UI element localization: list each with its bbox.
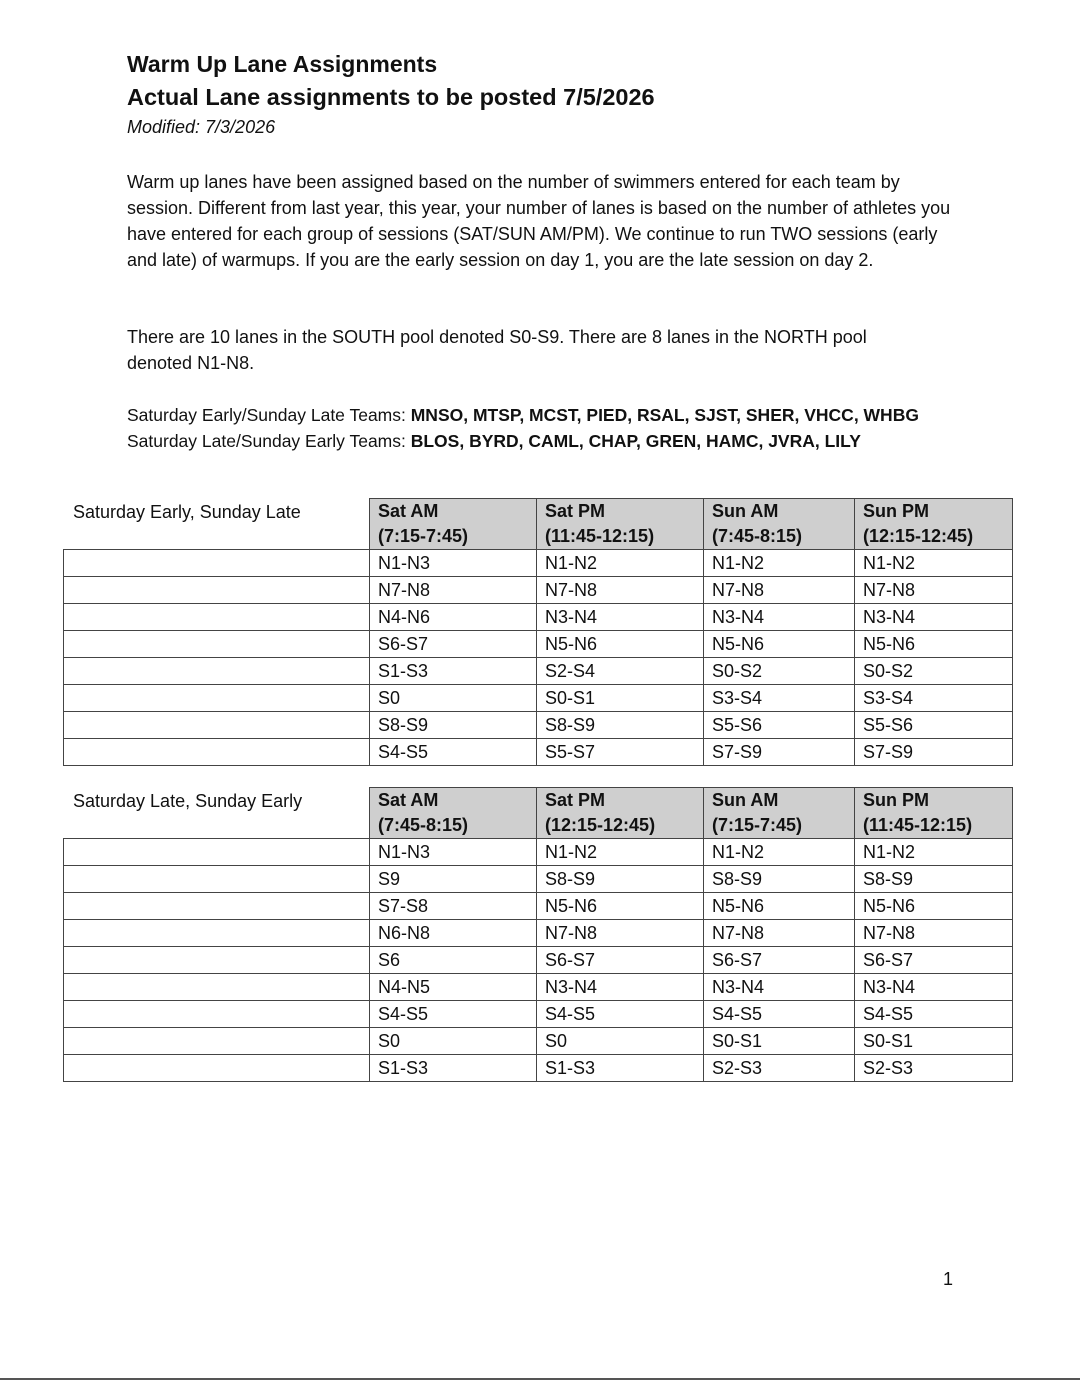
team-name-cell <box>64 658 370 685</box>
lane-assignment-cell: S6-S7 <box>370 631 537 658</box>
team-name-cell <box>64 1055 370 1082</box>
column-header-session: Sun PM <box>855 788 1013 814</box>
header-blank-cell <box>64 813 370 839</box>
page-title: Warm Up Lane Assignments <box>127 51 438 77</box>
teams-2-label: Saturday Late/Sunday Early Teams: <box>127 431 411 451</box>
team-name-cell <box>64 1028 370 1055</box>
lane-assignment-cell: S3-S4 <box>855 685 1013 712</box>
table-row <box>64 604 1013 631</box>
table-row <box>64 658 1013 685</box>
page-number: 1 <box>943 1269 954 1289</box>
lane-assignment-cell: N7-N8 <box>855 577 1013 604</box>
pool-lanes-paragraph: There are 10 lanes in the SOUTH pool denoted S0-S9. There are 8 lanes in the NORTH pool denoted N1-N8. <box>127 327 867 373</box>
lane-assignment-cell: S5-S7 <box>537 739 704 766</box>
lane-assignment-cell: S8-S9 <box>537 866 704 893</box>
lane-assignment-cell: S6-S7 <box>855 947 1013 974</box>
lane-assignment-cell: S7-S9 <box>855 739 1013 766</box>
column-header-session: Sat AM <box>370 499 537 525</box>
table-row <box>64 1055 1013 1082</box>
header-row-time <box>64 813 1013 839</box>
lane-assignment-cell: N5-N6 <box>537 631 704 658</box>
lane-assignment-cell: S1-S3 <box>370 658 537 685</box>
column-header-session: Sat PM <box>537 788 704 814</box>
schedule-2-label: Saturday Late, Sunday Early <box>73 791 303 811</box>
column-header-time: (11:45-12:15) <box>537 524 704 550</box>
column-header-time: (12:15-12:45) <box>855 524 1013 550</box>
lane-assignment-cell: S0 <box>537 1028 704 1055</box>
lane-assignment-cell: N7-N8 <box>704 577 855 604</box>
header-row-time <box>64 524 1013 550</box>
team-name-cell <box>64 920 370 947</box>
lane-assignment-cell: N5-N6 <box>704 893 855 920</box>
lane-assignment-cell: N4-N6 <box>370 604 537 631</box>
team-name-cell <box>64 866 370 893</box>
column-header-session: Sun AM <box>704 499 855 525</box>
lane-assignment-cell: N3-N4 <box>537 604 704 631</box>
column-header-time: (12:15-12:45) <box>537 813 704 839</box>
lane-assignment-cell: S2-S3 <box>704 1055 855 1082</box>
page-edge-divider <box>0 1378 1080 1380</box>
page-subtitle: Actual Lane assignments to be posted 7/5/2026 <box>127 84 655 110</box>
table-row <box>64 1028 1013 1055</box>
header-blank-cell <box>64 788 370 814</box>
lane-assignment-cell: S4-S5 <box>537 1001 704 1028</box>
column-header-session: Sat AM <box>370 788 537 814</box>
table-row <box>64 839 1013 866</box>
teams-2-list: BLOS, BYRD, CAML, CHAP, GREN, HAMC, JVRA, LILY <box>410 431 861 451</box>
lane-assignment-cell: S2-S3 <box>855 1055 1013 1082</box>
schedule-1-table <box>63 498 1013 766</box>
intro-paragraph: Warm up lanes have been assigned based on the number of swimmers entered for each team by session. Different from last year, this year, your number of lanes is based on the number of athletes you have entered for each group of sessions (SAT/SUN AM/PM). We continue to run TWO sessions (early and late) of warmups. If you are the early session on day 1, you are the late session on day 2. <box>127 172 951 270</box>
schedule-2-table <box>63 787 1013 1082</box>
lane-assignment-cell: N3-N4 <box>704 974 855 1001</box>
lane-assignment-cell: S7-S9 <box>704 739 855 766</box>
lane-assignment-cell: N1-N2 <box>704 550 855 577</box>
table-row <box>64 920 1013 947</box>
lane-assignment-cell: N6-N8 <box>370 920 537 947</box>
column-header-time: (7:45-8:15) <box>370 813 537 839</box>
column-header-time: (7:15-7:45) <box>704 813 855 839</box>
team-name-cell <box>64 631 370 658</box>
table-row <box>64 712 1013 739</box>
lane-assignment-cell: S4-S5 <box>704 1001 855 1028</box>
team-name-cell <box>64 577 370 604</box>
lane-assignment-cell: S0 <box>370 685 537 712</box>
lane-assignment-cell: S6 <box>370 947 537 974</box>
lane-assignment-cell: N1-N2 <box>537 839 704 866</box>
lane-assignment-cell: N7-N8 <box>855 920 1013 947</box>
lane-assignment-cell: S8-S9 <box>370 712 537 739</box>
header-blank-cell <box>64 499 370 525</box>
late-early-teams-line <box>127 428 861 454</box>
team-name-cell <box>64 685 370 712</box>
lane-assignment-cell: S1-S3 <box>537 1055 704 1082</box>
lane-assignment-cell: N7-N8 <box>537 920 704 947</box>
lane-assignment-cell: N3-N4 <box>855 974 1013 1001</box>
team-name-cell <box>64 839 370 866</box>
lane-assignment-cell: S4-S5 <box>370 1001 537 1028</box>
lane-assignment-cell: N1-N2 <box>537 550 704 577</box>
team-name-cell <box>64 893 370 920</box>
lane-assignment-cell: S1-S3 <box>370 1055 537 1082</box>
lane-assignment-cell: S7-S8 <box>370 893 537 920</box>
table-row <box>64 577 1013 604</box>
team-name-cell <box>64 604 370 631</box>
table-row <box>64 893 1013 920</box>
team-name-cell <box>64 712 370 739</box>
table-row <box>64 550 1013 577</box>
teams-1-list: MNSO, MTSP, MCST, PIED, RSAL, SJST, SHER, VHCC, WHBG <box>410 405 919 425</box>
column-header-session: Sun AM <box>704 788 855 814</box>
lane-assignment-cell: S9 <box>370 866 537 893</box>
lane-assignment-cell: S8-S9 <box>537 712 704 739</box>
column-header-time: (11:45-12:15) <box>855 813 1013 839</box>
table-row <box>64 1001 1013 1028</box>
lane-assignment-cell: N4-N5 <box>370 974 537 1001</box>
table-row <box>64 947 1013 974</box>
lane-assignment-cell: N5-N6 <box>537 893 704 920</box>
lane-assignment-cell: S0-S1 <box>537 685 704 712</box>
lane-assignment-cell: S0-S2 <box>704 658 855 685</box>
lane-assignment-cell: S0-S1 <box>704 1028 855 1055</box>
schedule-1-label: Saturday Early, Sunday Late <box>73 502 301 522</box>
lane-assignment-cell: S3-S4 <box>704 685 855 712</box>
lane-assignment-cell: N1-N2 <box>855 839 1013 866</box>
lane-assignment-cell: S4-S5 <box>855 1001 1013 1028</box>
table-row <box>64 974 1013 1001</box>
lane-assignment-cell: S5-S6 <box>855 712 1013 739</box>
modified-date: Modified: 7/3/2026 <box>127 117 276 137</box>
lane-assignment-cell: N1-N2 <box>704 839 855 866</box>
team-name-cell <box>64 1001 370 1028</box>
header-blank-cell <box>64 524 370 550</box>
table-row <box>64 739 1013 766</box>
header-row-name <box>64 499 1013 525</box>
lane-assignment-cell: S8-S9 <box>855 866 1013 893</box>
lane-assignment-cell: N3-N4 <box>704 604 855 631</box>
team-name-cell <box>64 974 370 1001</box>
lane-assignment-cell: S0-S2 <box>855 658 1013 685</box>
column-header-session: Sun PM <box>855 499 1013 525</box>
lane-assignment-cell: N1-N2 <box>855 550 1013 577</box>
lane-assignment-cell: S4-S5 <box>370 739 537 766</box>
lane-assignment-cell: N1-N3 <box>370 550 537 577</box>
lane-assignment-cell: N7-N8 <box>370 577 537 604</box>
lane-assignment-cell: S0 <box>370 1028 537 1055</box>
early-late-teams-line <box>127 402 919 428</box>
lane-assignment-cell: N5-N6 <box>704 631 855 658</box>
lane-assignment-cell: N5-N6 <box>855 631 1013 658</box>
table-row <box>64 631 1013 658</box>
team-name-cell <box>64 947 370 974</box>
lane-assignment-cell: N5-N6 <box>855 893 1013 920</box>
column-header-time: (7:15-7:45) <box>370 524 537 550</box>
table-row <box>64 685 1013 712</box>
header-row-name <box>64 788 1013 814</box>
table-row <box>64 866 1013 893</box>
lane-assignment-cell: N3-N4 <box>855 604 1013 631</box>
team-name-cell <box>64 739 370 766</box>
lane-assignment-cell: S5-S6 <box>704 712 855 739</box>
lane-assignment-cell: S6-S7 <box>537 947 704 974</box>
teams-1-label: Saturday Early/Sunday Late Teams: <box>127 405 411 425</box>
lane-assignment-cell: S6-S7 <box>704 947 855 974</box>
lane-assignment-cell: N7-N8 <box>704 920 855 947</box>
lane-assignment-cell: N1-N3 <box>370 839 537 866</box>
lane-assignment-cell: S0-S1 <box>855 1028 1013 1055</box>
lane-assignment-cell: S8-S9 <box>704 866 855 893</box>
lane-assignment-cell: N3-N4 <box>537 974 704 1001</box>
column-header-session: Sat PM <box>537 499 704 525</box>
lane-assignment-cell: N7-N8 <box>537 577 704 604</box>
column-header-time: (7:45-8:15) <box>704 524 855 550</box>
lane-assignment-cell: S2-S4 <box>537 658 704 685</box>
team-name-cell <box>64 550 370 577</box>
